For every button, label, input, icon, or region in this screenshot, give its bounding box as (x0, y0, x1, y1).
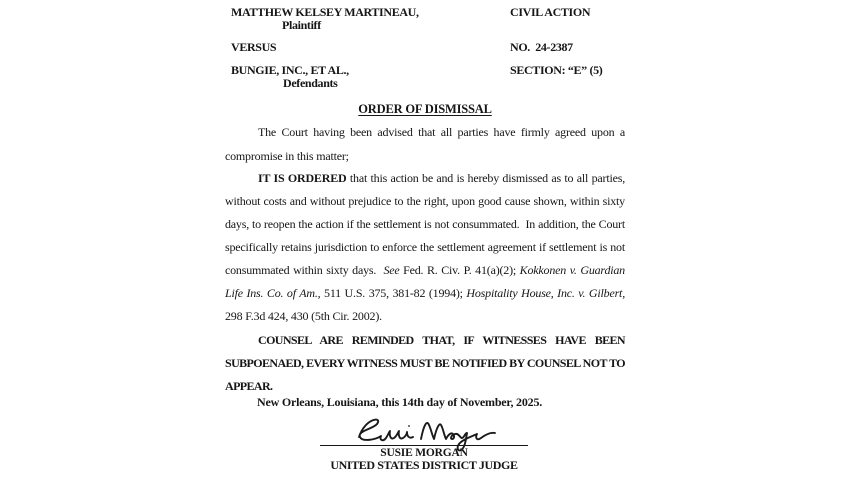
judge-title: UNITED STATES DISTRICT JUDGE (330, 458, 518, 472)
counsel-notice-paragraph: COUNSEL ARE REMINDED THAT, IF WITNESSES HAVE BEEN SUBPOENAED, EVERY WITNESS MUST BE NOTIFIED BY COUNSEL NOT TO APPEAR. (225, 333, 628, 393)
civil-action-label: CIVIL ACTION (510, 5, 591, 19)
order-title: ORDER OF DISMISSAL (358, 102, 492, 116)
order-paragraph-2: IT IS ORDERED that this action be and is hereby dismissed as to all parties, without costs and without prejudice to the right, upon good cause shown, within sixty days, to reopen the action if the settlement is not consummated. In addition, the Court specifically retains jurisdiction to enforce the settlement agreement if settlement is not consummated within sixty days. See Fed. R. Civ. P. 41(a)(2); Kokkonen v. Guardian Life Ins. Co. of Am., 511 U.S. 375, 381-82 (1994); Hospitality House, Inc. v. Gilbert, 298 F.3d 424, 430 (5th Cir. 2002). (225, 171, 628, 323)
date-line: New Orleans, Louisiana, this 14th day of November, 2025. (257, 395, 543, 409)
judge-name: SUSIE MORGAN (380, 447, 468, 459)
section-label: SECTION: “E” (5) (510, 63, 603, 77)
case-number: NO. 24-2387 (510, 40, 573, 54)
versus-label: VERSUS (231, 40, 277, 54)
plaintiff-name: MATTHEW KELSEY MARTINEAU, (231, 5, 419, 19)
defendant-role: Defendants (283, 76, 338, 90)
defendant-name: BUNGIE, INC., ET AL., (231, 63, 349, 77)
signature-block (320, 414, 528, 471)
court-order-document (225, 0, 628, 478)
order-paragraph-1: The Court having been advised that all parties have firmly agreed upon a compromise in this matter; (225, 125, 628, 163)
plaintiff-role: Plaintiff (282, 18, 321, 32)
signature-script (348, 412, 500, 452)
